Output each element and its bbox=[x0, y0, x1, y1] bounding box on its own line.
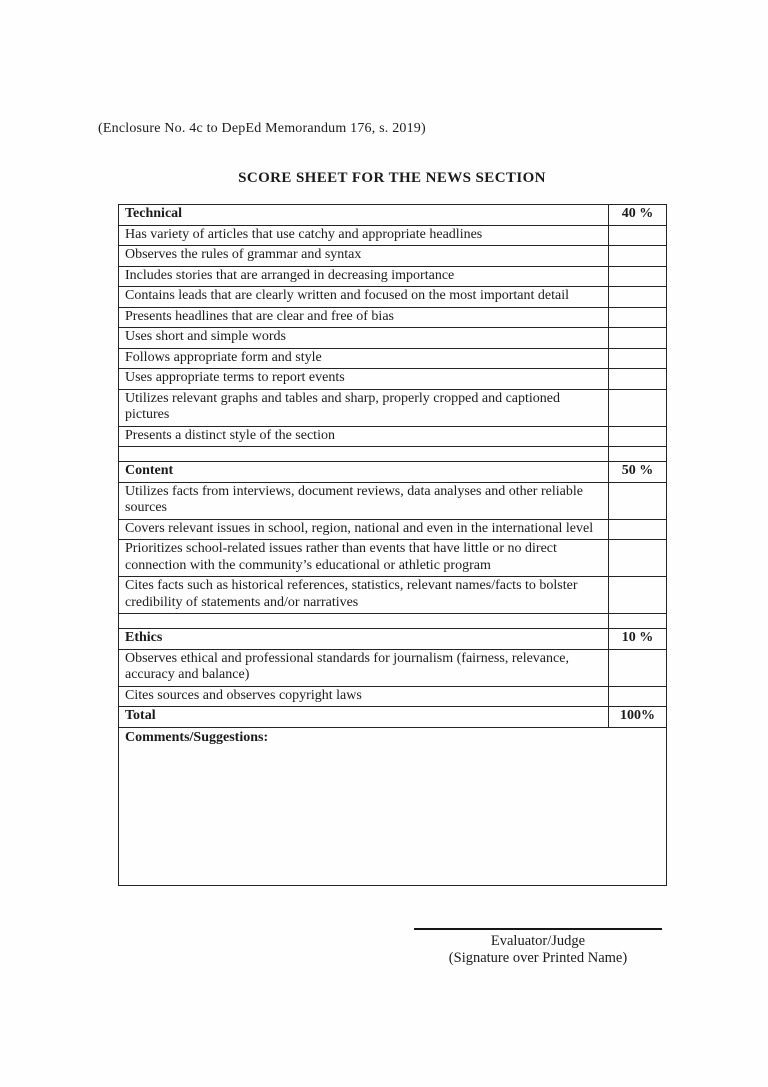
criteria-row bbox=[119, 649, 667, 686]
criteria-row bbox=[119, 540, 667, 577]
criteria-row bbox=[119, 287, 667, 308]
criteria-row bbox=[119, 389, 667, 426]
signature-role-label: Evaluator/Judge bbox=[490, 933, 586, 949]
section-header-row bbox=[119, 629, 667, 650]
criteria-row bbox=[119, 686, 667, 707]
section-header-row bbox=[119, 462, 667, 483]
section-title: Technical bbox=[119, 205, 609, 226]
signature-block bbox=[403, 928, 673, 967]
page-title: SCORE SHEET FOR THE NEWS SECTION bbox=[238, 170, 546, 186]
criteria-text: Prioritizes school-related issues rather than events that have little or no direct connection with the community’s educational or athletic program bbox=[119, 540, 609, 577]
criteria-row bbox=[119, 369, 667, 390]
score-cell bbox=[609, 389, 667, 426]
criteria-text: Observes the rules of grammar and syntax bbox=[119, 246, 609, 267]
score-cell bbox=[609, 649, 667, 686]
section-weight: 50 % bbox=[609, 462, 667, 483]
signature-caption: (Signature over Printed Name) bbox=[448, 950, 628, 966]
criteria-text: Uses appropriate terms to report events bbox=[119, 369, 609, 390]
criteria-text: Presents a distinct style of the section bbox=[119, 426, 609, 447]
section-weight: 40 % bbox=[609, 205, 667, 226]
criteria-row bbox=[119, 307, 667, 328]
total-row bbox=[119, 707, 667, 728]
criteria-row bbox=[119, 426, 667, 447]
score-cell bbox=[609, 519, 667, 540]
criteria-text: Utilizes facts from interviews, document reviews, data analyses and other reliable sources bbox=[119, 482, 609, 519]
score-cell bbox=[609, 307, 667, 328]
section-title: Ethics bbox=[119, 629, 609, 650]
score-cell bbox=[609, 482, 667, 519]
score-cell bbox=[609, 287, 667, 308]
spacer-row bbox=[119, 447, 667, 462]
criteria-text: Follows appropriate form and style bbox=[119, 348, 609, 369]
criteria-row bbox=[119, 328, 667, 349]
criteria-text: Cites facts such as historical references, statistics, relevant names/facts to bolster credibility of statements and/or narratives bbox=[119, 577, 609, 614]
score-cell bbox=[609, 686, 667, 707]
criteria-row bbox=[119, 577, 667, 614]
criteria-row bbox=[119, 348, 667, 369]
spacer-score-cell bbox=[609, 614, 667, 629]
score-table bbox=[118, 204, 667, 886]
score-cell bbox=[609, 328, 667, 349]
score-cell bbox=[609, 225, 667, 246]
section-header-row bbox=[119, 205, 667, 226]
criteria-row bbox=[119, 482, 667, 519]
criteria-text: Has variety of articles that use catchy and appropriate headlines bbox=[119, 225, 609, 246]
criteria-row bbox=[119, 519, 667, 540]
criteria-text: Covers relevant issues in school, region, national and even in the international level bbox=[119, 519, 609, 540]
criteria-text: Presents headlines that are clear and free of bias bbox=[119, 307, 609, 328]
total-value: 100% bbox=[609, 707, 667, 728]
signature-line bbox=[414, 928, 662, 930]
section-weight: 10 % bbox=[609, 629, 667, 650]
criteria-text: Uses short and simple words bbox=[119, 328, 609, 349]
criteria-text: Utilizes relevant graphs and tables and sharp, properly cropped and captioned pictures bbox=[119, 389, 609, 426]
spacer-cell bbox=[119, 447, 609, 462]
criteria-text: Observes ethical and professional standards for journalism (fairness, relevance, accuracy and balance) bbox=[119, 649, 609, 686]
spacer-score-cell bbox=[609, 447, 667, 462]
comments-label: Comments/Suggestions: bbox=[119, 727, 667, 885]
spacer-cell bbox=[119, 614, 609, 629]
score-cell bbox=[609, 540, 667, 577]
criteria-text: Cites sources and observes copyright laws bbox=[119, 686, 609, 707]
criteria-text: Contains leads that are clearly written and focused on the most important detail bbox=[119, 287, 609, 308]
score-cell bbox=[609, 426, 667, 447]
criteria-text: Includes stories that are arranged in decreasing importance bbox=[119, 266, 609, 287]
spacer-row bbox=[119, 614, 667, 629]
comments-row bbox=[119, 727, 667, 885]
criteria-row bbox=[119, 225, 667, 246]
criteria-row bbox=[119, 266, 667, 287]
score-cell bbox=[609, 348, 667, 369]
score-cell bbox=[609, 266, 667, 287]
score-cell bbox=[609, 577, 667, 614]
criteria-row bbox=[119, 246, 667, 267]
score-cell bbox=[609, 369, 667, 390]
score-cell bbox=[609, 246, 667, 267]
section-title: Content bbox=[119, 462, 609, 483]
enclosure-note: (Enclosure No. 4c to DepEd Memorandum 176, s. 2019) bbox=[98, 121, 426, 136]
total-label: Total bbox=[119, 707, 609, 728]
